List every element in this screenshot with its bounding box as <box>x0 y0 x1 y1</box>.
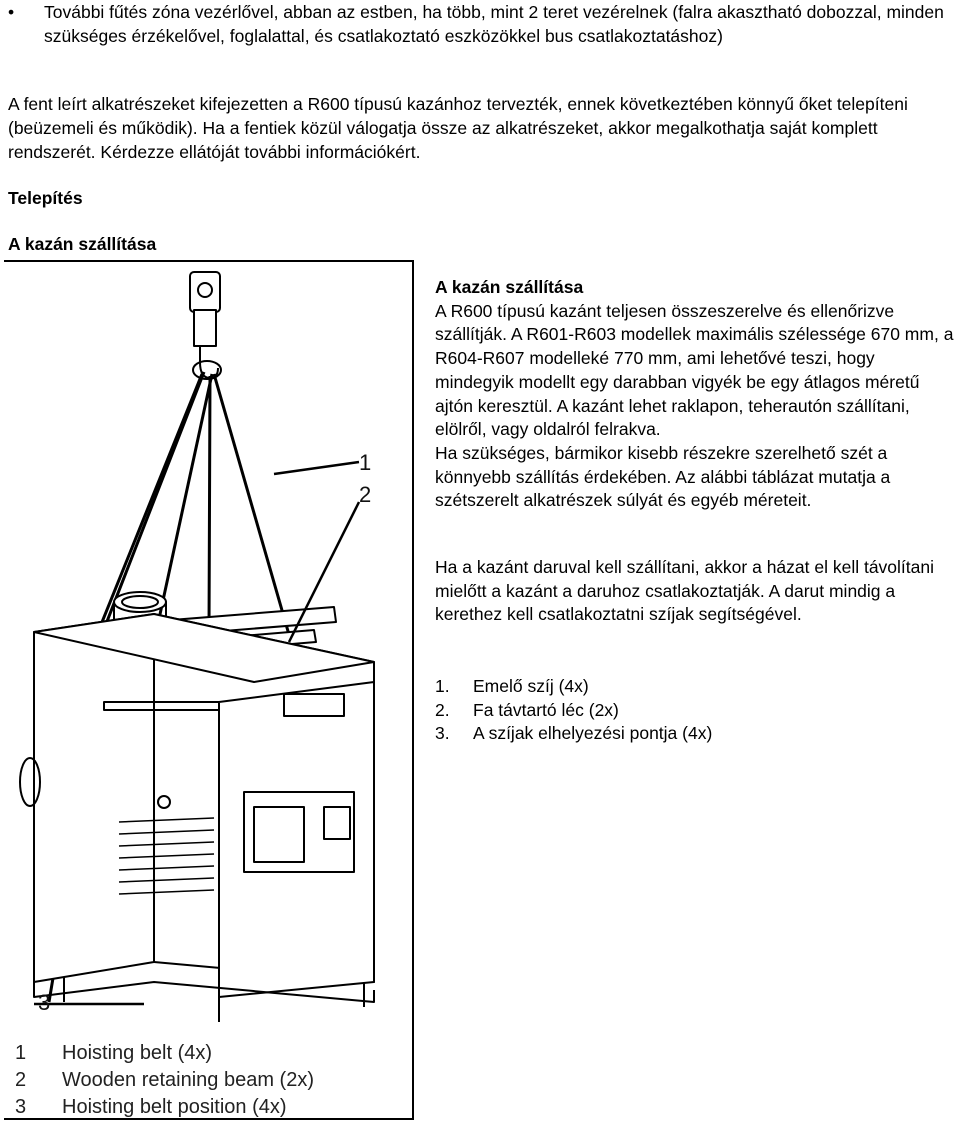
list-text: Fa távtartó léc (2x) <box>473 699 619 720</box>
section-heading: Telepítés <box>8 188 83 208</box>
legend-number: 3 <box>15 1096 27 1118</box>
transport-paragraph-1: A R600 típusú kazánt teljesen összeszerelve és ellenőrizve szállítják. A R601-R603 modellek maximális szélessége 670 mm, a R604-R607 modelleké 770 mm, ami lehetővé teszi, hogy mindegyik modellt egy darabban vigyék be egy átlagos méretű ajtón keresztül. A kazánt lehet raklapon, teherautón szállítani, elölről, vagy oldalról felrakva. <box>435 300 954 440</box>
transport-paragraph-2: Ha szükséges, bármikor kisebb részekre szerelhető szét a könnyebb szállítás érdekében. Az alábbi táblázat mutatja a szétszerelt alkatrészek súlyát és egyéb méreteit. <box>435 442 891 511</box>
callout-1: 1 <box>359 450 372 475</box>
boiler-hoisting-illustration <box>4 262 412 1120</box>
boiler-hoisting-figure <box>4 260 414 1120</box>
legend-number: 1 <box>15 1042 27 1064</box>
transport-title: A kazán szállítása <box>435 277 584 297</box>
crane-instructions <box>435 556 955 627</box>
intro-paragraph: A fent leírt alkatrészeket kifejezetten a R600 típusú kazánhoz tervezték, ennek következtében könnyű őket telepíteni (beüzemeli és működik). Ha a fentiek közül válogatja össze az alkatrészeket, akkor megalkothatja saját komplett rendszerét. Kérdezze ellátóját további információkért. <box>8 94 908 162</box>
list-number: 3. <box>435 723 450 744</box>
transport-description <box>435 276 955 513</box>
crane-paragraph: Ha a kazánt daruval kell szállítani, akkor a házat el kell távolítani mielőtt a kazánt a daruhoz csatlakoztatják. A darut mindig a kerethez kell csatlakoztatni szíjak segítségével. <box>435 557 935 625</box>
crane-hook-icon <box>190 272 221 379</box>
subsection-heading: A kazán szállítása <box>8 234 157 254</box>
callout-3: 3 <box>38 990 51 1015</box>
bullet-text: További fűtés zóna vezérlővel, abban az estben, ha több, mint 2 teret vezérelnek (falra akasztható dobozzal, minden szükséges érzékelővel, foglalattal, és csatlakoztató eszközökkel bus csatlakoztatáshoz) <box>44 2 944 46</box>
legend-text: Wooden retaining beam (2x) <box>62 1069 314 1091</box>
list-number: 1. <box>435 676 450 696</box>
list-number: 2. <box>435 699 450 720</box>
list-text: Emelő szíj (4x) <box>473 676 589 696</box>
legend-text: Hoisting belt position (4x) <box>62 1096 287 1118</box>
callout-2: 2 <box>359 482 372 507</box>
boiler-frame <box>20 614 374 1022</box>
legend-number: 2 <box>15 1069 27 1091</box>
legend-text: Hoisting belt (4x) <box>62 1042 213 1064</box>
bullet-marker: • <box>8 2 15 22</box>
list-text: A szíjak elhelyezési pontja (4x) <box>473 723 713 744</box>
